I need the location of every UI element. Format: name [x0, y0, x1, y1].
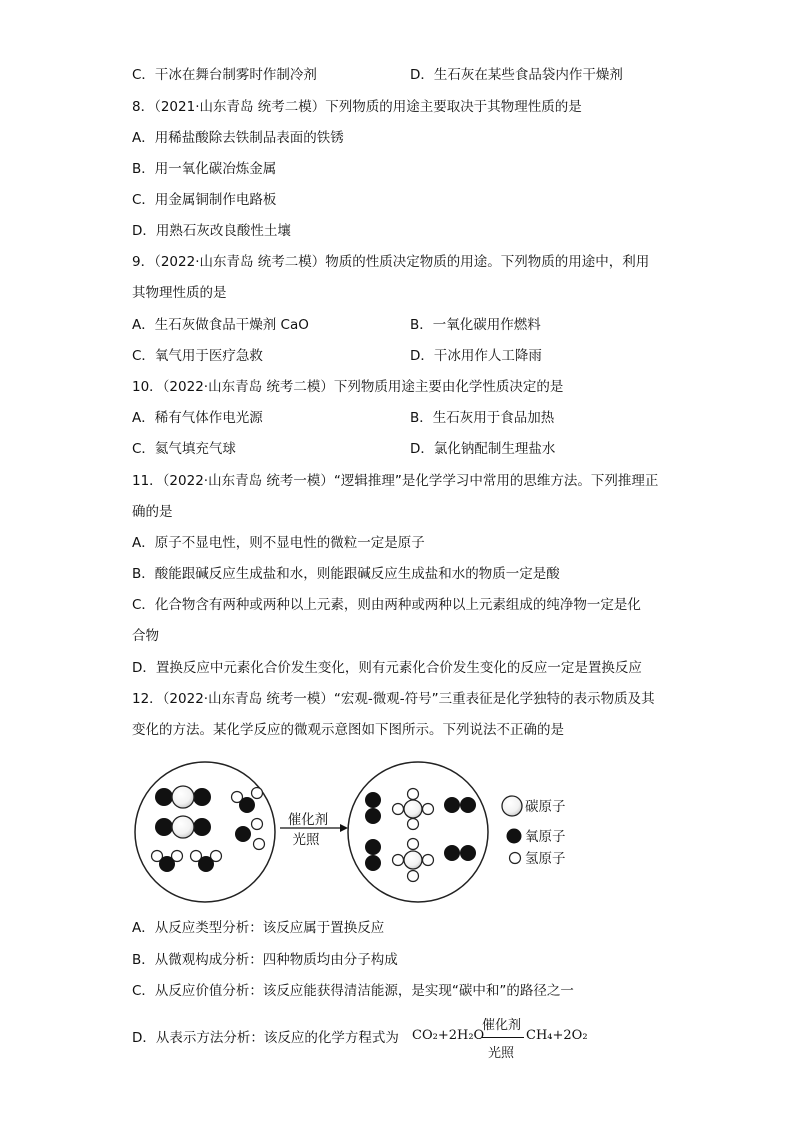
legend-hydrogen-symbol [510, 853, 521, 864]
arrow-head [340, 824, 348, 832]
q7-option-c: C．干冰在舞台制雾时作制冷剂 [132, 67, 317, 83]
equation-right: CH₄+2O₂ [526, 1028, 588, 1043]
legend-hydrogen-label: 氢原子 [525, 851, 566, 867]
equation-left: CO₂+2H₂O [412, 1028, 485, 1043]
q8-stem: 8．（2021·山东青岛 统考二模）下列物质的用途主要取决于其物理性质的是 [132, 99, 582, 115]
equation-condition-bottom: 光照 [488, 1046, 515, 1061]
equation-condition-top: 催化剂 [482, 1018, 522, 1033]
q12-stem-line1: 12．（2022·山东青岛 统考一模）“宏观-微观-符号”三重表征是化学独特的表示物质及其 [132, 691, 655, 707]
q9-option-a: A．生石灰做食品干燥剂 CaO [132, 317, 309, 333]
q11-option-c-line2: 合物 [132, 628, 159, 644]
q11-option-a: A．原子不显电性，则不显电性的微粒一定是原子 [132, 535, 425, 551]
chemical-equation [412, 1016, 612, 1062]
q11-stem-line2: 确的是 [132, 504, 173, 520]
q11-option-c-line1: C．化合物含有两种或两种以上元素，则由两种或两种以上元素组成的纯净物一定是化 [132, 597, 641, 613]
legend-oxygen-label: 氧原子 [525, 829, 566, 845]
q10-option-a: A．稀有气体作电光源 [132, 410, 263, 426]
q9-stem-line1: 9．（2022·山东青岛 统考二模）物质的性质决定物质的用途。下列物质的用途中，利用 [132, 254, 650, 270]
co2-molecule [155, 816, 211, 838]
legend [502, 796, 566, 867]
q8-option-a: A．用稀盐酸除去铁制品表面的铁锈 [132, 130, 344, 146]
q8-option-c: C．用金属铜制作电路板 [132, 192, 277, 208]
q11-option-b: B．酸能跟碱反应生成盐和水，则能跟碱反应生成盐和水的物质一定是酸 [132, 566, 560, 582]
q9-option-c: C．氧气用于医疗急救 [132, 348, 263, 364]
product-circle [348, 762, 488, 902]
q12-stem-line2: 变化的方法。某化学反应的微观示意图如下图所示。下列说法不正确的是 [132, 722, 564, 738]
co2-molecule [155, 786, 211, 808]
q12-option-b: B．从微观构成分析：四种物质均由分子构成 [132, 952, 398, 968]
q12-option-a: A．从反应类型分析：该反应属于置换反应 [132, 920, 385, 936]
q10-option-c: C．氦气填充气球 [132, 441, 236, 457]
q10-stem: 10．（2022·山东青岛 统考二模）下列物质用途主要由化学性质决定的是 [132, 379, 564, 395]
q9-option-d: D．干冰用作人工降雨 [410, 348, 542, 364]
q11-stem-line1: 11．（2022·山东青岛 统考一模）“逻辑推理”是化学学习中常用的思维方法。下列推理正 [132, 473, 659, 489]
arrow-label-catalyst: 催化剂 [287, 812, 329, 828]
q8-option-b: B．用一氧化碳冶炼金属 [132, 161, 277, 177]
arrow-label-light: 光照 [292, 832, 320, 848]
q9-stem-line2: 其物理性质的是 [132, 285, 227, 301]
equation-bar [482, 1037, 524, 1038]
legend-carbon-label: 碳原子 [525, 799, 566, 815]
q10-option-b: B．生石灰用于食品加热 [410, 410, 555, 426]
reaction-micro-diagram [130, 752, 590, 912]
legend-carbon-symbol [502, 796, 522, 816]
q12-option-d-prefix: D．从表示方法分析：该反应的化学方程式为 [132, 1030, 399, 1046]
q12-option-c: C．从反应价值分析：该反应能获得清洁能源，是实现“碳中和”的路径之一 [132, 983, 574, 999]
q10-option-d: D．氯化钠配制生理盐水 [410, 441, 556, 457]
q8-option-d: D．用熟石灰改良酸性土壤 [132, 223, 291, 239]
q9-option-b: B．一氧化碳用作燃料 [410, 317, 541, 333]
q7-option-d: D．生石灰在某些食品袋内作干燥剂 [410, 67, 623, 83]
q11-option-d: D．置换反应中元素化合价发生变化，则有元素化合价发生变化的反应一定是置换反应 [132, 660, 642, 676]
legend-oxygen-symbol [507, 829, 522, 844]
